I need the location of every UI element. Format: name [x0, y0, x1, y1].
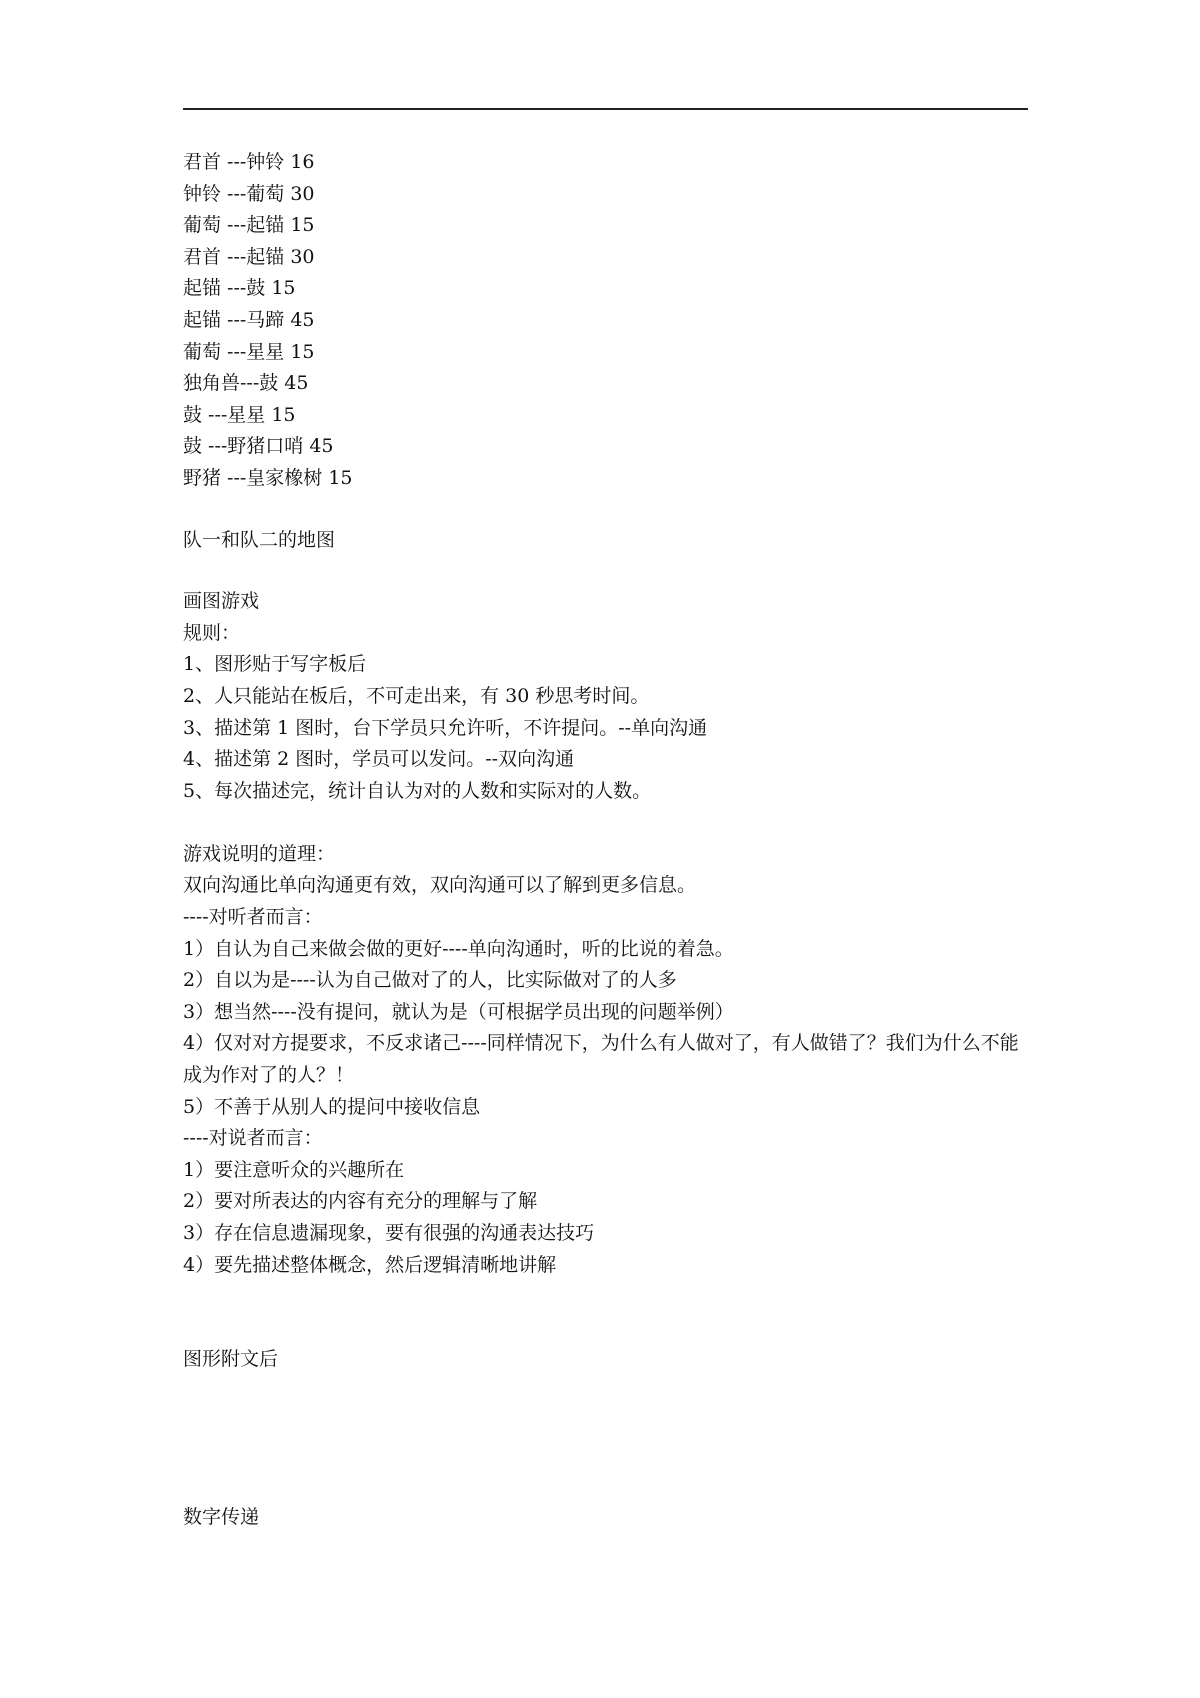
- listener-point: 5）不善于从别人的提问中接收信息: [183, 1095, 481, 1118]
- rule-item: 5、每次描述完，统计自认为对的人数和实际对的人数。: [183, 779, 652, 802]
- pair-item: 葡萄 ---起锚 15: [183, 214, 315, 237]
- principles-title: 游戏说明的道理：: [183, 842, 336, 865]
- rule-item: 3、描述第 1 图时，台下学员只允许听，不许提问。--单向沟通: [183, 716, 708, 739]
- principles-summary: 双向沟通比单向沟通更有效，双向沟通可以了解到更多信息。: [183, 874, 697, 897]
- pair-item: 君首 ---起锚 30: [183, 245, 315, 268]
- listener-point: 2）自以为是----认为自己做对了的人，比实际做对了的人多: [183, 969, 677, 992]
- pair-item: 鼓 ---星星 15: [183, 403, 296, 426]
- listener-point: 3）想当然----没有提问，就认为是（可根据学员出现的问题举例）: [183, 1000, 734, 1023]
- pair-item: 君首 ---钟铃 16: [183, 151, 315, 173]
- game-section: [183, 586, 1033, 807]
- rules-label: 规则：: [183, 621, 241, 644]
- speaker-point: 1）要注意听众的兴趣所在: [183, 1158, 405, 1181]
- speaker-point: 3）存在信息遗漏现象，要有很强的沟通表达技巧: [183, 1222, 595, 1244]
- game-title: 画图游戏: [183, 590, 260, 613]
- pair-list: [183, 147, 1033, 495]
- document-body: [183, 147, 1033, 1533]
- next-section-title: 数字传递: [183, 1505, 260, 1528]
- rule-item: 1、图形贴于写字板后: [183, 653, 367, 676]
- listener-point: 1）自认为自己来做会做的更好----单向沟通时，听的比说的着急。: [183, 937, 734, 960]
- pair-item: 葡萄 ---星星 15: [183, 340, 315, 363]
- principles-section: [183, 839, 1033, 1281]
- pair-item: 野猪 ---皇家橡树 15: [183, 466, 353, 489]
- pair-item: 起锚 ---马蹄 45: [183, 308, 315, 331]
- rule-item: 4、描述第 2 图时，学员可以发问。--双向沟通: [183, 748, 575, 771]
- speaker-label: ----对说者而言：: [183, 1127, 323, 1150]
- pair-item: 钟铃 ---葡萄 30: [183, 182, 315, 205]
- rule-item: 2、人只能站在板后，不可走出来，有 30 秒思考时间。: [183, 684, 650, 707]
- listener-label: ----对听者而言：: [183, 906, 323, 929]
- pair-item: 独角兽---鼓 45: [183, 372, 309, 395]
- speaker-point: 2）要对所表达的内容有充分的理解与了解: [183, 1190, 538, 1213]
- pair-item: 起锚 ---鼓 15: [183, 277, 296, 300]
- pair-item: 鼓 ---野猪口哨 45: [183, 435, 334, 458]
- header-rule: [183, 108, 1028, 110]
- figure-note: 图形附文后: [183, 1348, 279, 1371]
- listener-point: 4）仅对对方提要求，不反求诸己----同样情况下，为什么有人做对了，有人做错了？我们为什么不能成为作对了的人？！: [183, 1032, 1019, 1087]
- speaker-point: 4）要先描述整体概念，然后逻辑清晰地讲解: [183, 1253, 557, 1276]
- map-title: 队一和队二的地图: [183, 528, 336, 551]
